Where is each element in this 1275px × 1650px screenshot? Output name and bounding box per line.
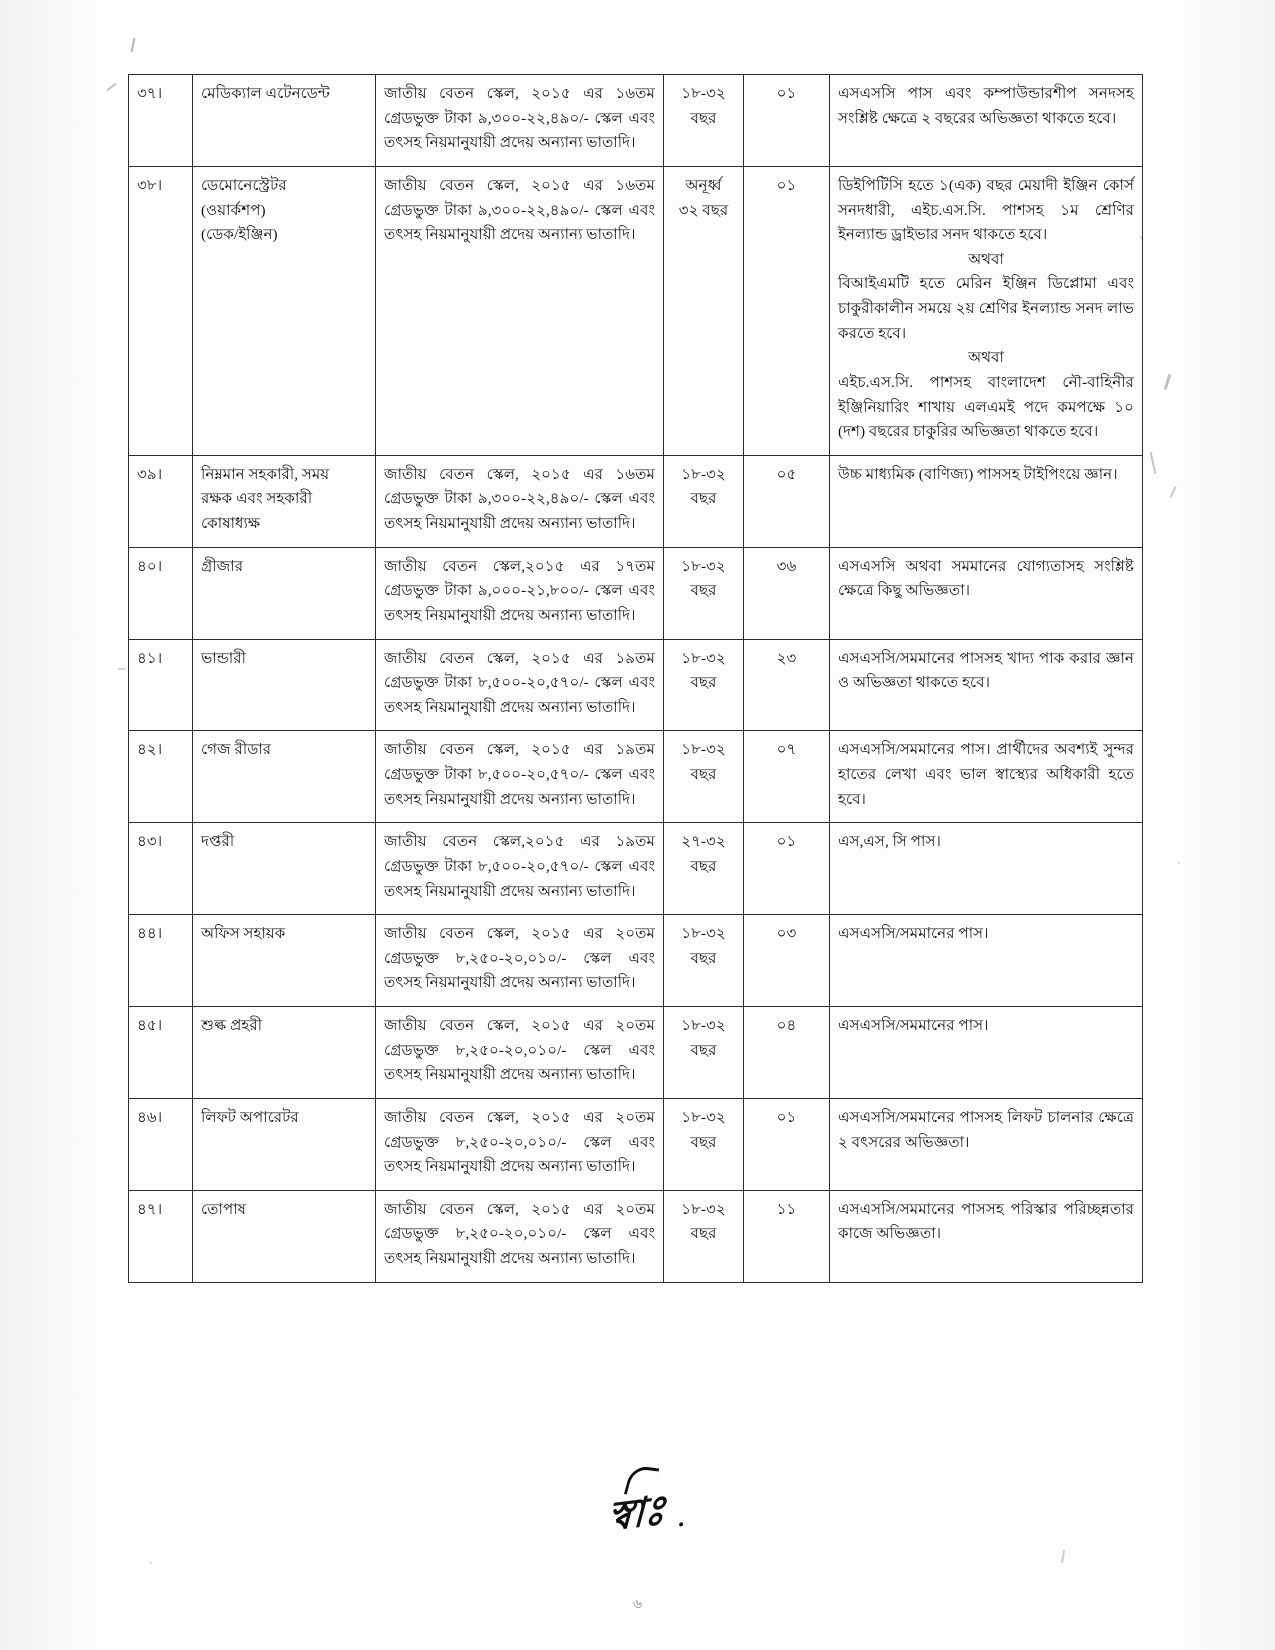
age-unit: বছর [690, 1225, 717, 1243]
pay-scale-cell: জাতীয় বেতন স্কেল, ২০১৫ এর ২০তম গ্রেডভুক্ত ৮,২৫০-২০,০১০/- স্কেল এবং তৎসহ নিয়মানুযায়ী প্রদেয় অন্যান্য ভাতাদি। [376, 1098, 664, 1190]
age-limit-cell [664, 731, 744, 823]
qualification-paragraph: এস,এস, সি পাস। [838, 833, 941, 851]
scan-artifact-mark [1061, 1550, 1065, 1563]
post-name-cell [193, 1098, 376, 1190]
page-number: ৬ [632, 1597, 643, 1612]
vacancy-count-cell: ২৩ [744, 639, 830, 731]
qualification-paragraph: এসএসসি/সমমানের পাস। [838, 1017, 989, 1034]
age-range: ১৮-৩২ [681, 1200, 726, 1218]
age-unit: বছর [690, 1041, 717, 1059]
age-unit: বছর [690, 949, 717, 967]
post-name-line: (ওয়ার্কশপ) [201, 201, 266, 219]
age-limit-cell [664, 1190, 744, 1282]
qualification-cell [830, 823, 1143, 915]
table-row [129, 731, 1143, 823]
qualification-paragraph: এসএসসি/সমমানের পাসসহ পরিস্কার পরিচ্ছন্নতার কাজে অভিজ্ঞতা। [838, 1200, 1134, 1243]
post-name-line: নিম্নমান সহকারী, সময় [201, 465, 330, 483]
post-name-cell [193, 75, 376, 167]
post-name-line: (ডেক/ইঞ্জিন) [201, 226, 278, 244]
qualification-alternative-separator: অথবা [968, 250, 1004, 268]
age-range: ১৮-৩২ [681, 741, 726, 759]
qualification-paragraph: এইচ.এস.সি. পাশসহ বাংলাদেশ নৌ-বাহিনীর ইঞ্জিনিয়ারিং শাখায় এলএমই পদে কমপক্ষে ১০ (দশ) বছরের চাকুরির অভিজ্ঞতা থাকতে হবে। [838, 373, 1134, 441]
qualification-cell [830, 731, 1143, 823]
table-row [129, 823, 1143, 915]
age-range: ১৮-৩২ [681, 1108, 726, 1126]
table-row [129, 1098, 1143, 1190]
serial-number-cell: ৩৮। [129, 166, 193, 455]
age-unit: বছর [690, 109, 717, 127]
age-limit-cell [664, 547, 744, 639]
pay-scale-cell: জাতীয় বেতন স্কেল, ২০১৫ এর ১৯তম গ্রেডভুক্ত টাকা ৮,৫০০-২০,৫৭০/- স্কেল এবং তৎসহ নিয়মানুযায়ী প্রদেয় অন্যান্য ভাতাদি। [376, 639, 664, 731]
scan-speck [150, 1562, 152, 1564]
pay-scale-cell: জাতীয় বেতন স্কেল, ২০১৫ এর ২০তম গ্রেডভুক্ত ৮,২৫০-২০,০১০/- স্কেল এবং তৎসহ নিয়মানুযায়ী প্রদেয় অন্যান্য ভাতাদি। [376, 1007, 664, 1099]
post-name-line: গ্রীজার [201, 557, 244, 575]
post-name-line: তোপাষ [201, 1200, 247, 1218]
post-name-cell [193, 166, 376, 455]
vacancy-count-cell: ০১ [744, 75, 830, 167]
age-limit-cell [664, 166, 744, 455]
pay-scale-cell: জাতীয় বেতন স্কেল,২০১৫ এর ১৯তম গ্রেডভুক্ত টাকা ৮,৫০০-২০,৫৭০/- স্কেল এবং তৎসহ নিয়মানুযায়ী প্রদেয় অন্যান্য ভাতাদি। [376, 823, 664, 915]
age-limit-cell [664, 823, 744, 915]
circular-table-container [128, 74, 1142, 1283]
post-name-line: কোষাধ্যক্ষ [201, 515, 261, 532]
qualification-cell [830, 915, 1143, 1007]
qualification-paragraph: এসএসসি পাস এবং কম্পাউন্ডারশীপ সনদসহ সংশ্লিষ্ট ক্ষেত্রে ২ বছরের অভিজ্ঞতা থাকতে হবে। [838, 85, 1134, 127]
age-unit: বছর [690, 582, 717, 600]
signature-stroke [624, 1465, 660, 1498]
signature-dot [679, 1522, 683, 1527]
qualification-cell [830, 75, 1143, 167]
age-limit-cell [664, 1007, 744, 1099]
qualification-alternative-separator: অথবা [968, 349, 1004, 367]
table-body [129, 75, 1143, 1283]
post-name-cell [193, 823, 376, 915]
vacancy-count-cell: ০১ [744, 823, 830, 915]
post-name-cell [193, 915, 376, 1007]
age-range: ১৮-৩২ [681, 649, 726, 667]
age-range: ১৮-৩২ [681, 557, 726, 575]
pay-scale-cell: জাতীয় বেতন স্কেল, ২০১৫ এর ১৬তম গ্রেডভুক্ত টাকা ৯,৩০০-২২,৪৯০/- স্কেল এবং তৎসহ নিয়মানুযায়ী প্রদেয় অন্যান্য ভাতাদি। [376, 455, 664, 547]
age-limit-cell [664, 915, 744, 1007]
serial-number-cell: ৪৫। [129, 1007, 193, 1099]
qualification-cell [830, 1190, 1143, 1282]
qualification-paragraph: উচ্চ মাধ্যমিক (বাণিজ্য) পাসসহ টাইপিংয়ে জ্ঞান। [838, 465, 1118, 483]
pay-scale-cell: জাতীয় বেতন স্কেল, ২০১৫ এর ১৬তম গ্রেডভুক্ত টাকা ৯,৩০০-২২,৪৯০/- স্কেল এবং তৎসহ নিয়মানুযায়ী প্রদেয় অন্যান্য ভাতাদি। [376, 75, 664, 167]
pay-scale-cell: জাতীয় বেতন স্কেল, ২০১৫ এর ২০তম গ্রেডভুক্ত ৮,২৫০-২০,০১০/- স্কেল এবং তৎসহ নিয়মানুযায়ী প্রদেয় অন্যান্য ভাতাদি। [376, 915, 664, 1007]
age-range: ২৭-৩২ [681, 833, 726, 851]
job-circular-table [128, 74, 1143, 1283]
post-name-line: রক্ষক এবং সহকারী [201, 490, 313, 508]
serial-number-cell: ৪৩। [129, 823, 193, 915]
age-limit-cell [664, 1098, 744, 1190]
table-row [129, 547, 1143, 639]
vacancy-count-cell: ০৩ [744, 915, 830, 1007]
age-unit: বছর [690, 766, 717, 783]
serial-number-cell: ৩৯। [129, 455, 193, 547]
vacancy-count-cell: ০৫ [744, 455, 830, 547]
age-unit: বছর [690, 1133, 717, 1151]
age-range: ১৮-৩২ [681, 465, 726, 483]
table-row [129, 75, 1143, 167]
post-name-line: অফিস সহায়ক [201, 925, 286, 943]
qualification-cell [830, 1098, 1143, 1190]
post-name-line: শুল্ক প্রহরী [201, 1017, 263, 1034]
handwritten-signature: স্বাঃ [607, 1478, 661, 1552]
qualification-cell [830, 639, 1143, 731]
age-range: ১৮-৩২ [681, 85, 726, 102]
table-row [129, 1007, 1143, 1099]
serial-number-cell: ৩৭। [129, 75, 193, 167]
vacancy-count-cell: ০১ [744, 166, 830, 455]
vacancy-count-cell: ০৪ [744, 1007, 830, 1099]
qualification-cell [830, 166, 1143, 455]
post-name-line: ভান্ডারী [201, 649, 246, 667]
qualification-cell [830, 455, 1143, 547]
table-row [129, 1190, 1143, 1282]
pay-scale-cell: জাতীয় বেতন স্কেল, ২০১৫ এর ১৯তম গ্রেডভুক্ত টাকা ৮,৫০০-২০,৫৭০/- স্কেল এবং তৎসহ নিয়মানুযায়ী প্রদেয় অন্যান্য ভাতাদি। [376, 731, 664, 823]
post-name-cell [193, 1007, 376, 1099]
scan-speck [1178, 862, 1180, 864]
qualification-cell [830, 547, 1143, 639]
scan-edge-right [1155, 0, 1275, 1650]
age-range: ১৮-৩২ [681, 925, 726, 943]
qualification-paragraph: এসএসসি অথবা সমমানের যোগ্যতাসহ সংশ্লিষ্ট ক্ষেত্রে কিছু অভিজ্ঞতা। [838, 557, 1134, 600]
age-limit-cell [664, 75, 744, 167]
post-name-cell [193, 639, 376, 731]
vacancy-count-cell: ০৭ [744, 731, 830, 823]
post-name-cell [193, 547, 376, 639]
table-row [129, 166, 1143, 455]
serial-number-cell: ৪৭। [129, 1190, 193, 1282]
table-row [129, 915, 1143, 1007]
vacancy-count-cell: ০১ [744, 1098, 830, 1190]
serial-number-cell: ৪২। [129, 731, 193, 823]
qualification-paragraph: এসএসসি/সমমানের পাস। [838, 925, 989, 943]
age-limit-cell [664, 639, 744, 731]
serial-number-cell: ৪০। [129, 547, 193, 639]
post-name-line: ডেমোনেস্ট্রেটর [201, 176, 287, 194]
qualification-paragraph: এসএসসি/সমমানের পাসসহ লিফট চালনার ক্ষেত্রে ২ বৎসরের অভিজ্ঞতা। [838, 1108, 1134, 1151]
age-range: অনূর্ধ্ব [685, 176, 722, 194]
post-name-cell [193, 1190, 376, 1282]
qualification-paragraph: এসএসসি/সমমানের পাসসহ খাদ্য পাক করার জ্ঞান ও অভিজ্ঞতা থাকতে হবে। [838, 649, 1134, 692]
qualification-cell [830, 1007, 1143, 1099]
post-name-line: দপ্তরী [201, 833, 235, 851]
post-name-cell [193, 731, 376, 823]
qualification-paragraph: এসএসসি/সমমানের পাস। প্রার্থীদের অবশ্যই সুন্দর হাতের লেখা এবং ভাল স্বাস্থ্যের অধিকারী হতে হবে। [838, 741, 1134, 808]
pay-scale-cell: জাতীয় বেতন স্কেল, ২০১৫ এর ২০তম গ্রেডভুক্ত ৮,২৫০-২০,০১০/- স্কেল এবং তৎসহ নিয়মানুযায়ী প্রদেয় অন্যান্য ভাতাদি। [376, 1190, 664, 1282]
scan-artifact-mark [131, 38, 136, 52]
pay-scale-cell: জাতীয় বেতন স্কেল, ২০১৫ এর ১৬তম গ্রেডভুক্ত টাকা ৯,৩০০-২২,৪৯০/- স্কেল এবং তৎসহ নিয়মানুযায়ী প্রদেয় অন্যান্য ভাতাদি। [376, 166, 664, 455]
vacancy-count-cell: ৩৬ [744, 547, 830, 639]
age-range: ১৮-৩২ [681, 1017, 726, 1034]
qualification-paragraph: ডিইপিটিসি হতে ১(এক) বছর মেয়াদী ইঞ্জিন কোর্স সনদধারী, এইচ.এস.সি. পাশসহ ১ম শ্রেণির ইনল্যান্ড ড্রাইভার সনদ থাকতে হবে। [838, 176, 1134, 244]
age-unit: বছর [690, 674, 717, 692]
post-name-cell [193, 455, 376, 547]
qualification-paragraph: বিআইএমটি হতে মেরিন ইঞ্জিন ডিপ্লোমা এবং চাকুরীকালীন সময়ে ২য় শ্রেণির ইনল্যান্ড সনদ লাভ করতে হবে। [838, 275, 1134, 342]
age-unit: বছর [690, 490, 717, 508]
scan-artifact-mark [118, 668, 125, 670]
serial-number-cell: ৪৬। [129, 1098, 193, 1190]
serial-number-cell: ৪৪। [129, 915, 193, 1007]
age-unit: ৩২ বছর [678, 201, 729, 219]
serial-number-cell: ৪১। [129, 639, 193, 731]
post-name-line: গেজ রীডার [201, 741, 272, 759]
scan-edge-left [0, 0, 118, 1650]
age-limit-cell [664, 455, 744, 547]
vacancy-count-cell: ১১ [744, 1190, 830, 1282]
post-name-line: লিফট অপারেটর [201, 1108, 299, 1126]
pay-scale-cell: জাতীয় বেতন স্কেল,২০১৫ এর ১৭তম গ্রেডভুক্ত টাকা ৯,০০০-২১,৮০০/- স্কেল এবং তৎসহ নিয়মানুযায়ী প্রদেয় অন্যান্য ভাতাদি। [376, 547, 664, 639]
table-row [129, 639, 1143, 731]
post-name-line: মেডিক্যাল এটেনডেন্ট [201, 85, 330, 102]
age-unit: বছর [690, 857, 717, 875]
table-row [129, 455, 1143, 547]
